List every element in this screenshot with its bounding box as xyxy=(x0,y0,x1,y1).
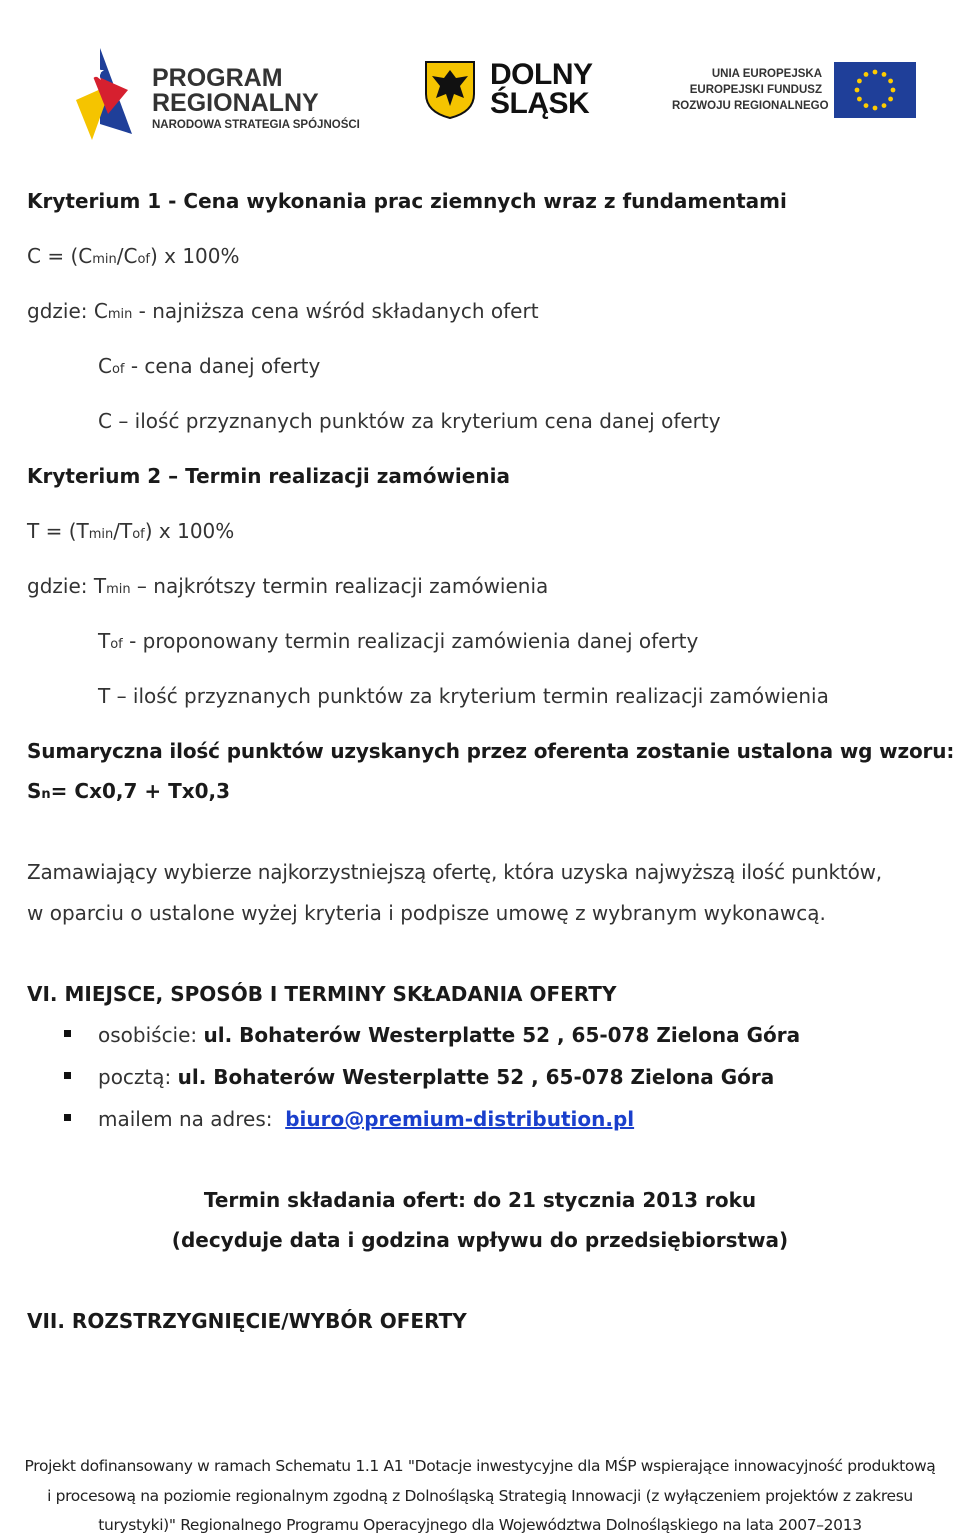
bullet-icon xyxy=(64,1072,71,1079)
bullet-icon xyxy=(64,1030,71,1037)
criterion-2-formula: T = (Tmin/Tof) x 100% xyxy=(27,519,235,543)
deadline-note: (decyduje data i godzina wpływu do przedsiębiorstwa) xyxy=(171,1228,789,1252)
deadline: Termin składania ofert: do 21 stycznia 2013 roku xyxy=(203,1188,757,1212)
slask-line: ŚLĄSK xyxy=(490,87,590,120)
program-line: PROGRAM xyxy=(152,64,283,92)
dolny-line: DOLNY xyxy=(490,58,593,91)
eu-logo xyxy=(672,62,918,120)
strategia-line: NARODOWA STRATEGIA SPÓJNOŚCI xyxy=(152,119,360,131)
summary-formula: Sn= Cx0,7 + Tx0,3 xyxy=(27,779,231,803)
submit-by-email: mailem na adres: biuro@premium-distribution.pl xyxy=(98,1107,635,1131)
criterion-1-where-c: C – ilość przyznanych punktów za kryterium cena danej oferty xyxy=(98,409,721,433)
submit-in-person: osobiście: ul. Bohaterów Westerplatte 52 , 65-078 Zielona Góra xyxy=(98,1023,801,1047)
choice-line-2: w oparciu o ustalone wyżej kryteria i podpisze umowę z wybranym wykonawcą. xyxy=(27,901,826,925)
rozwoju-line: ROZWOJU REGIONALNEGO xyxy=(672,100,829,112)
criterion-1-where-min: gdzie: Cmin - najniższa cena wśród składanych ofert xyxy=(27,299,539,323)
eagle-shield-icon xyxy=(424,60,476,120)
logo-bar xyxy=(0,0,960,160)
unia-line: UNIA EUROPEJSKA xyxy=(711,68,822,80)
footer-line-2: i procesową na poziomie regionalnym zgodną z Dolnośląską Strategią Innowacji (z wyłączeniem projektów z zakresu xyxy=(47,1487,913,1505)
bullet-icon xyxy=(64,1114,71,1121)
regionalny-line: REGIONALNY xyxy=(152,89,319,117)
section-6-heading: VI. MIEJSCE, SPOSÓB I TERMINY SKŁADANIA OFERTY xyxy=(27,982,617,1006)
footer-line-3: turystyki)" Regionalnego Programu Operacyjnego dla Województwa Dolnośląskiego na lata 2007–2013 xyxy=(98,1516,862,1534)
dolny-slask-logo xyxy=(424,60,614,122)
footer-line-1: Projekt dofinansowany w ramach Schematu 1.1 A1 "Dotacje inwestycyjne dla MŚP wspierające innowacyjność produktową xyxy=(24,1457,936,1475)
choice-line-1: Zamawiający wybierze najkorzystniejszą ofertę, która uzyska najwyższą ilość punktów, xyxy=(27,860,882,884)
criterion-1-formula: C = (Cmin/Cof) x 100% xyxy=(27,244,240,268)
criterion-2-where-min: gdzie: Tmin – najkrótszy termin realizacji zamówienia xyxy=(27,574,549,598)
criterion-2-heading: Kryterium 2 – Termin realizacji zamówienia xyxy=(27,464,510,488)
submit-by-post: pocztą: ul. Bohaterów Westerplatte 52 , 65-078 Zielona Góra xyxy=(98,1065,775,1089)
eu-flag-icon xyxy=(834,62,916,118)
criterion-2-where-of: Tof - proponowany termin realizacji zamówienia danej oferty xyxy=(98,629,699,653)
summary-line: Sumaryczna ilość punktów uzyskanych przez oferenta zostanie ustalona wg wzoru: xyxy=(27,739,955,763)
section-7-heading: VII. ROZSTRZYGNIĘCIE/WYBÓR OFERTY xyxy=(27,1309,467,1333)
criterion-2-where-t: T – ilość przyznanych punktów za kryterium termin realizacji zamówienia xyxy=(98,684,829,708)
criterion-1-where-of: Cof - cena danej oferty xyxy=(98,354,321,378)
criterion-1-heading: Kryterium 1 - Cena wykonania prac ziemnych wraz z fundamentami xyxy=(27,189,787,213)
email-link[interactable]: biuro@premium-distribution.pl xyxy=(285,1107,635,1131)
program-regionalny-logo xyxy=(72,44,372,140)
fundusz-line: EUROPEJSKI FUNDUSZ xyxy=(689,84,822,96)
program-regionalny-emblem-icon xyxy=(72,44,136,140)
